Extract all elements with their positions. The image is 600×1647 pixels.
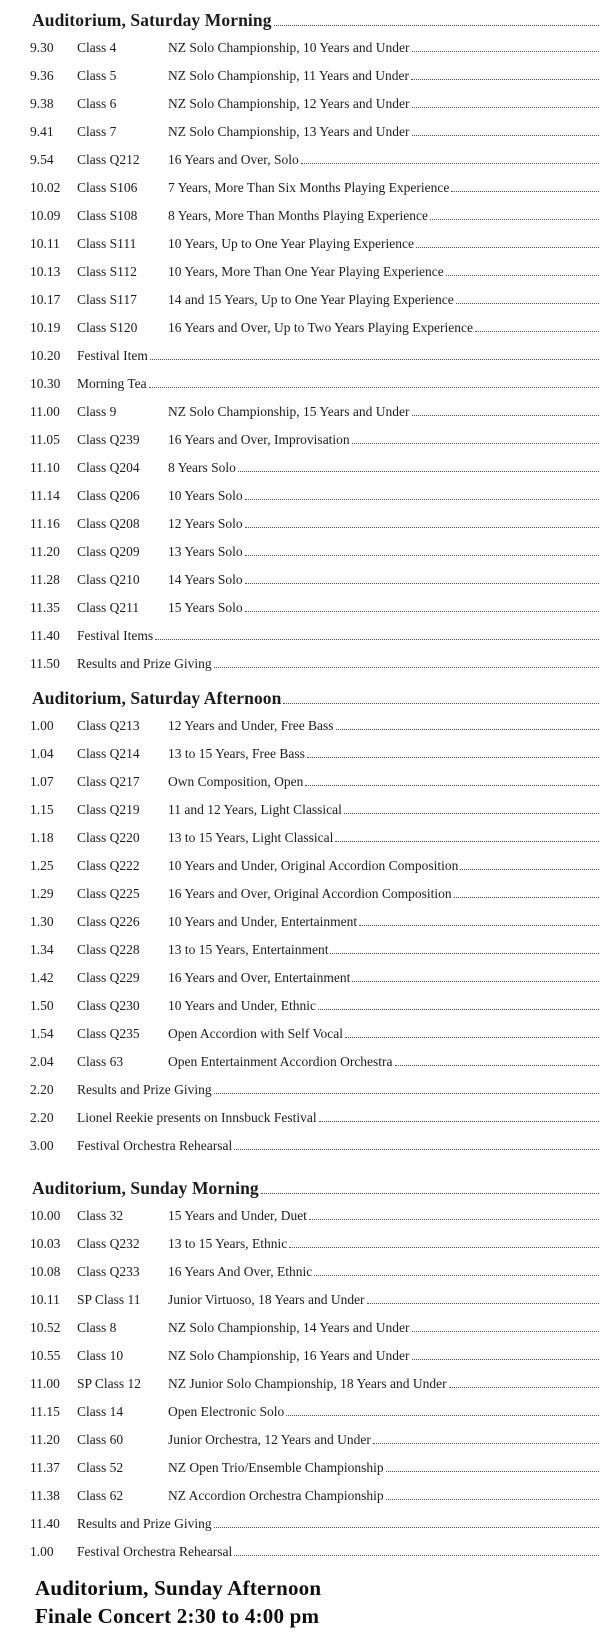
schedule-row — [30, 258, 600, 286]
schedule-row — [30, 908, 600, 936]
row-class: Class 60 — [77, 1432, 124, 1447]
schedule-row — [30, 622, 600, 650]
schedule-row — [30, 1076, 600, 1104]
row-class: Class Q211 — [77, 600, 140, 615]
dotted-leader — [245, 611, 599, 612]
row-class: SP Class 12 — [77, 1376, 142, 1391]
row-description: NZ Solo Championship, 15 Years and Under — [168, 404, 410, 419]
dotted-leader — [352, 981, 599, 982]
row-class: Class Q214 — [77, 746, 140, 761]
row-time: 1.15 — [30, 802, 54, 817]
dotted-leader — [289, 1247, 599, 1248]
schedule-row — [30, 370, 600, 398]
row-time: 10.19 — [30, 320, 61, 335]
row-class: Class Q208 — [77, 516, 140, 531]
schedule-row — [30, 768, 600, 796]
row-time: 10.02 — [30, 180, 61, 195]
row-description: 13 Years Solo — [168, 544, 243, 559]
row-class: Class 32 — [77, 1208, 124, 1223]
dotted-leader — [335, 841, 599, 842]
row-description: 13 to 15 Years, Free Bass — [168, 746, 305, 761]
row-description: 7 Years, More Than Six Months Playing Experience — [168, 180, 450, 195]
dotted-leader — [214, 1093, 599, 1094]
row-time: 1.30 — [30, 914, 54, 929]
row-time: 11.00 — [30, 404, 60, 419]
row-class: Class 7 — [77, 124, 117, 139]
row-time: 11.05 — [30, 432, 60, 447]
schedule-row — [30, 1482, 600, 1510]
dotted-leader — [475, 331, 599, 332]
row-time: 9.30 — [30, 40, 54, 55]
dotted-leader — [412, 1331, 600, 1332]
dotted-leader — [345, 1037, 599, 1038]
dotted-leader — [412, 107, 600, 108]
schedule-row — [30, 992, 600, 1020]
schedule-section — [30, 6, 600, 678]
section-heading-row — [30, 1174, 600, 1202]
dotted-leader — [319, 1121, 599, 1122]
row-class: Class Q212 — [77, 152, 140, 167]
dotted-leader — [430, 219, 599, 220]
row-time: 1.07 — [30, 774, 54, 789]
footer-venue-heading: Auditorium, Sunday Afternoon — [35, 1576, 322, 1600]
section-title: Auditorium, Saturday Morning — [32, 10, 272, 30]
row-time: 11.28 — [30, 572, 60, 587]
row-class: Class Q232 — [77, 1236, 140, 1251]
row-time: 10.08 — [30, 1264, 61, 1279]
row-description: 13 to 15 Years, Ethnic — [168, 1236, 288, 1251]
section-title: Auditorium, Saturday Afternoon — [32, 688, 282, 708]
row-class: Class Q210 — [77, 572, 140, 587]
row-time: 10.09 — [30, 208, 61, 223]
schedule-row — [30, 426, 600, 454]
row-class: Class Q217 — [77, 774, 140, 789]
row-description: 10 Years, Up to One Year Playing Experience — [168, 236, 414, 251]
schedule-row — [30, 1370, 600, 1398]
row-class: Class Q209 — [77, 544, 140, 559]
row-class: Class S106 — [77, 180, 138, 195]
row-class: Class Q229 — [77, 970, 140, 985]
dotted-leader — [234, 1555, 599, 1556]
row-time: 1.00 — [30, 718, 54, 733]
row-time: 1.04 — [30, 746, 54, 761]
dotted-leader — [245, 527, 599, 528]
row-description: 16 Years and Over, Original Accordion Composition — [168, 886, 452, 901]
schedule-row — [30, 118, 600, 146]
dotted-leader — [149, 387, 599, 388]
row-description: 14 and 15 Years, Up to One Year Playing Experience — [168, 292, 454, 307]
dotted-leader — [305, 785, 599, 786]
row-time: 10.03 — [30, 1236, 61, 1251]
row-description: 13 to 15 Years, Light Classical — [168, 830, 334, 845]
row-description: 15 Years Solo — [168, 600, 243, 615]
row-time: 1.00 — [30, 1544, 54, 1559]
row-description: NZ Accordion Orchestra Championship — [168, 1488, 384, 1503]
row-description: Lionel Reekie presents on Innsbuck Festival — [77, 1110, 317, 1125]
row-time: 9.41 — [30, 124, 54, 139]
row-description: 14 Years Solo — [168, 572, 243, 587]
row-class: Class 14 — [77, 1404, 124, 1419]
schedule-row — [30, 510, 600, 538]
row-time: 10.13 — [30, 264, 61, 279]
schedule-row — [30, 1202, 600, 1230]
row-description: 15 Years and Under, Duet — [168, 1208, 307, 1223]
schedule-section — [30, 1174, 600, 1566]
row-class: Class Q222 — [77, 858, 140, 873]
row-time: 1.18 — [30, 830, 54, 845]
row-description: Festival Item — [77, 348, 148, 363]
row-class: Class Q235 — [77, 1026, 140, 1041]
dotted-leader — [238, 471, 599, 472]
row-class: Class 63 — [77, 1054, 124, 1069]
row-class: Class Q228 — [77, 942, 140, 957]
dotted-leader — [454, 897, 599, 898]
row-class: Class Q230 — [77, 998, 140, 1013]
row-class: Class Q239 — [77, 432, 140, 447]
row-class: Class Q213 — [77, 718, 140, 733]
schedule-row — [30, 1132, 600, 1160]
schedule-row — [30, 594, 600, 622]
schedule-row — [30, 740, 600, 768]
schedule-row — [30, 1454, 600, 1482]
row-description: 16 Years and Over, Up to Two Years Playing Experience — [168, 320, 473, 335]
dotted-leader — [386, 1499, 599, 1500]
row-time: 10.00 — [30, 1208, 61, 1223]
row-description: 11 and 12 Years, Light Classical — [168, 802, 342, 817]
dotted-leader — [449, 1387, 599, 1388]
row-class: Class Q204 — [77, 460, 140, 475]
dotted-leader — [234, 1149, 599, 1150]
schedule-row — [30, 1020, 600, 1048]
row-class: Class 5 — [77, 68, 117, 83]
row-time: 11.35 — [30, 600, 60, 615]
schedule-row — [30, 398, 600, 426]
row-description: 10 Years Solo — [168, 488, 243, 503]
dotted-leader — [412, 51, 600, 52]
schedule-row — [30, 880, 600, 908]
row-time: 11.15 — [30, 1404, 60, 1419]
row-description: 13 to 15 Years, Entertainment — [168, 942, 329, 957]
row-description: NZ Solo Championship, 10 Years and Under — [168, 40, 410, 55]
row-description: Festival Orchestra Rehearsal — [77, 1544, 233, 1559]
schedule-row — [30, 454, 600, 482]
row-time: 11.40 — [30, 628, 60, 643]
row-class: Class 4 — [77, 40, 117, 55]
row-time: 11.20 — [30, 544, 60, 559]
row-description: Open Accordion with Self Vocal — [168, 1026, 343, 1041]
row-description: 12 Years and Under, Free Bass — [168, 718, 334, 733]
row-time: 2.04 — [30, 1054, 54, 1069]
row-time: 1.54 — [30, 1026, 54, 1041]
row-description: Junior Virtuoso, 18 Years and Under — [168, 1292, 365, 1307]
row-description: 16 Years and Over, Entertainment — [168, 970, 351, 985]
sections — [30, 6, 600, 1566]
row-time: 10.52 — [30, 1320, 61, 1335]
row-class: Class 62 — [77, 1488, 124, 1503]
dotted-leader — [412, 135, 600, 136]
schedule-row — [30, 964, 600, 992]
row-time: 1.29 — [30, 886, 54, 901]
row-time: 1.25 — [30, 858, 54, 873]
dotted-leader — [344, 813, 599, 814]
row-class: Class 9 — [77, 404, 117, 419]
row-description: 10 Years and Under, Ethnic — [168, 998, 316, 1013]
row-time: 9.54 — [30, 152, 54, 167]
dotted-leader — [155, 639, 599, 640]
row-description: Open Entertainment Accordion Orchestra — [168, 1054, 393, 1069]
dotted-leader — [411, 79, 599, 80]
dotted-leader — [261, 1193, 599, 1194]
dotted-leader — [386, 1471, 599, 1472]
dotted-leader — [245, 583, 599, 584]
row-description: Festival Orchestra Rehearsal — [77, 1138, 233, 1153]
row-time: 3.00 — [30, 1138, 54, 1153]
dotted-leader — [330, 953, 599, 954]
row-class: SP Class 11 — [77, 1292, 141, 1307]
footer-concert-time: Finale Concert 2:30 to 4:00 pm — [35, 1604, 320, 1628]
schedule-row — [30, 1104, 600, 1132]
dotted-leader — [214, 667, 599, 668]
schedule-row — [30, 62, 600, 90]
schedule-row — [30, 1258, 600, 1286]
row-time: 11.50 — [30, 656, 60, 671]
row-class: Class Q233 — [77, 1264, 140, 1279]
row-time: 2.20 — [30, 1110, 54, 1125]
row-description: NZ Junior Solo Championship, 18 Years and Under — [168, 1376, 447, 1391]
dotted-leader — [460, 869, 599, 870]
row-time: 1.42 — [30, 970, 54, 985]
row-time: 11.40 — [30, 1516, 60, 1531]
schedule-row — [30, 1314, 600, 1342]
dotted-leader — [301, 163, 599, 164]
row-time: 10.20 — [30, 348, 61, 363]
dotted-leader — [314, 1275, 599, 1276]
finale-block — [30, 1574, 600, 1630]
row-description: Own Composition, Open — [168, 774, 304, 789]
dotted-leader — [416, 247, 599, 248]
dotted-leader — [245, 555, 599, 556]
row-description: NZ Solo Championship, 14 Years and Under — [168, 1320, 410, 1335]
row-description: NZ Solo Championship, 12 Years and Under — [168, 96, 410, 111]
row-description: Morning Tea — [77, 376, 147, 391]
row-description: 16 Years and Over, Improvisation — [168, 432, 350, 447]
dotted-leader — [307, 757, 599, 758]
dotted-leader — [318, 1009, 599, 1010]
schedule-row — [30, 174, 600, 202]
row-time: 1.50 — [30, 998, 54, 1013]
row-class: Class Q219 — [77, 802, 140, 817]
row-class: Class S112 — [77, 264, 137, 279]
row-time: 10.55 — [30, 1348, 61, 1363]
row-class: Class 10 — [77, 1348, 124, 1363]
row-class: Class Q220 — [77, 830, 140, 845]
row-class: Class 6 — [77, 96, 117, 111]
row-class: Class S120 — [77, 320, 138, 335]
row-time: 9.36 — [30, 68, 54, 83]
section-heading-row — [30, 684, 600, 712]
row-description: 10 Years, More Than One Year Playing Experience — [168, 264, 444, 279]
dotted-leader — [336, 729, 599, 730]
dotted-leader — [373, 1443, 599, 1444]
row-class: Class Q225 — [77, 886, 140, 901]
schedule-row — [30, 146, 600, 174]
schedule-row — [30, 1048, 600, 1076]
schedule-row — [30, 538, 600, 566]
dotted-leader — [412, 415, 600, 416]
row-class: Class Q226 — [77, 914, 140, 929]
dotted-leader — [412, 1359, 600, 1360]
row-description: NZ Open Trio/Ensemble Championship — [168, 1460, 384, 1475]
schedule-row — [30, 824, 600, 852]
dotted-leader — [245, 499, 599, 500]
row-description: 10 Years and Under, Entertainment — [168, 914, 358, 929]
row-time: 10.30 — [30, 376, 61, 391]
schedule-row — [30, 852, 600, 880]
schedule-row — [30, 566, 600, 594]
schedule-row — [30, 936, 600, 964]
row-time: 10.11 — [30, 1292, 60, 1307]
row-description: Results and Prize Giving — [77, 656, 212, 671]
row-description: Junior Orchestra, 12 Years and Under — [168, 1432, 371, 1447]
schedule-row — [30, 482, 600, 510]
row-time: 10.11 — [30, 236, 60, 251]
row-description: 16 Years And Over, Ethnic — [168, 1264, 313, 1279]
dotted-leader — [395, 1065, 599, 1066]
row-description: 12 Years Solo — [168, 516, 243, 531]
schedule-row — [30, 1538, 600, 1566]
row-description: Open Electronic Solo — [168, 1404, 285, 1419]
schedule-row — [30, 202, 600, 230]
row-time: 1.34 — [30, 942, 54, 957]
row-time: 11.20 — [30, 1432, 60, 1447]
dotted-leader — [359, 925, 599, 926]
dotted-leader — [309, 1219, 599, 1220]
schedule-row — [30, 650, 600, 678]
row-time: 11.37 — [30, 1460, 60, 1475]
dotted-leader — [367, 1303, 599, 1304]
schedule-row — [30, 90, 600, 118]
row-class: Class S108 — [77, 208, 138, 223]
dotted-leader — [352, 443, 599, 444]
schedule-row — [30, 1230, 600, 1258]
schedule-row — [30, 314, 600, 342]
schedule-row — [30, 1398, 600, 1426]
schedule-row — [30, 796, 600, 824]
dotted-leader — [274, 25, 599, 26]
dotted-leader — [446, 275, 599, 276]
row-class: Class Q206 — [77, 488, 140, 503]
row-description: 16 Years and Over, Solo — [168, 152, 299, 167]
schedule-row — [30, 1286, 600, 1314]
dotted-leader — [214, 1527, 599, 1528]
row-time: 11.16 — [30, 516, 60, 531]
dotted-leader — [286, 1415, 599, 1416]
schedule-row — [30, 712, 600, 740]
section-heading-row — [30, 6, 600, 34]
dotted-leader — [150, 359, 599, 360]
row-description: 8 Years Solo — [168, 460, 236, 475]
schedule-row — [30, 34, 600, 62]
row-class: Class 52 — [77, 1460, 124, 1475]
row-description: Results and Prize Giving — [77, 1516, 212, 1531]
schedule-row — [30, 1342, 600, 1370]
row-time: 11.38 — [30, 1488, 60, 1503]
schedule-section — [30, 684, 600, 1160]
row-description: NZ Solo Championship, 16 Years and Under — [168, 1348, 410, 1363]
row-description: 8 Years, More Than Months Playing Experience — [168, 208, 428, 223]
row-time: 11.00 — [30, 1376, 60, 1391]
section-title: Auditorium, Sunday Morning — [32, 1178, 259, 1198]
row-description: NZ Solo Championship, 13 Years and Under — [168, 124, 410, 139]
row-description: Results and Prize Giving — [77, 1082, 212, 1097]
row-description: 10 Years and Under, Original Accordion Composition — [168, 858, 459, 873]
row-time: 9.38 — [30, 96, 54, 111]
row-class: Class 8 — [77, 1320, 117, 1335]
row-time: 11.14 — [30, 488, 60, 503]
dotted-leader — [283, 703, 599, 704]
row-description: NZ Solo Championship, 11 Years and Under — [168, 68, 409, 83]
schedule-row — [30, 230, 600, 258]
row-class: Class S111 — [77, 236, 137, 251]
row-time: 10.17 — [30, 292, 61, 307]
schedule-row — [30, 286, 600, 314]
schedule-row — [30, 1426, 600, 1454]
schedule-row — [30, 1510, 600, 1538]
dotted-leader — [451, 191, 599, 192]
row-description: Festival Items — [77, 628, 154, 643]
row-time: 11.10 — [30, 460, 60, 475]
row-class: Class S117 — [77, 292, 137, 307]
dotted-leader — [456, 303, 599, 304]
schedule-row — [30, 342, 600, 370]
row-time: 2.20 — [30, 1082, 54, 1097]
